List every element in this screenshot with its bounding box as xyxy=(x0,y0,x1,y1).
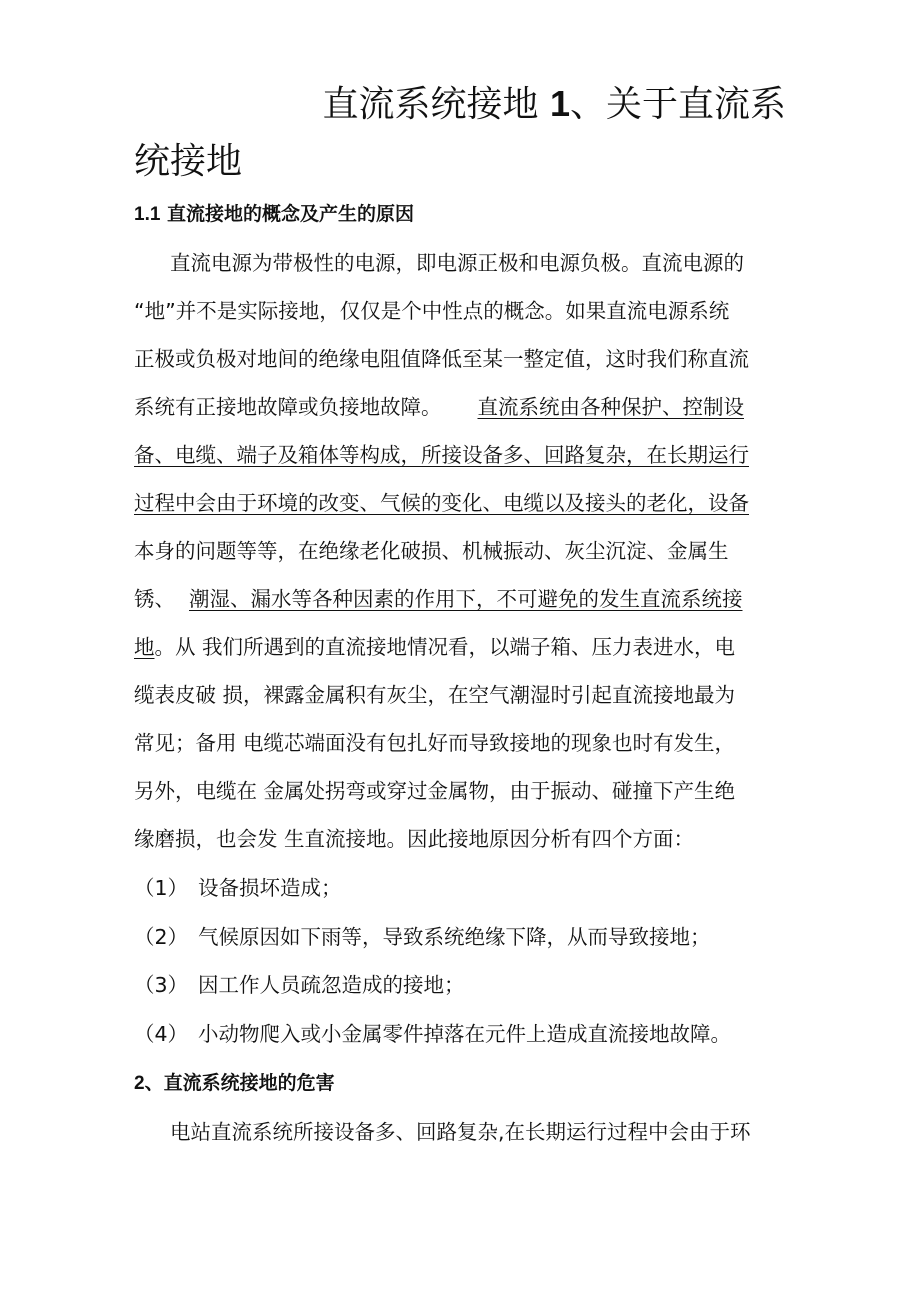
underlined-line: 备、电缆、端子及箱体等构成，所接设备多、回路复杂，在长期运行 xyxy=(134,443,749,467)
list-marker: （4） xyxy=(134,1022,189,1046)
paragraph-line xyxy=(134,392,784,422)
paragraph-line: 缆表皮破 损，裸露金属积有灰尘，在空气潮湿时引起直流接地最为 xyxy=(134,683,736,707)
list-item xyxy=(134,873,342,903)
paragraph-line: 正极或负极对地间的绝缘电阻值降低至某一整定值，这时我们称直流 xyxy=(134,347,749,371)
underlined-text: 潮湿、漏水等各种因素的作用下，不可避免的发生直流系统接 xyxy=(189,587,743,611)
list-marker: （3） xyxy=(134,973,189,997)
title-cjk: 直流系统接地 xyxy=(322,84,539,125)
paragraph-line: 另外，电缆在 金属处拐弯或穿过金属物，由于振动、碰撞下产生绝 xyxy=(134,779,736,803)
document-title xyxy=(0,80,786,129)
list-text: 小动物爬入或小金属零件掉落在元件上造成直流接地故障。 xyxy=(198,1022,731,1046)
list-text: 因工作人员疏忽造成的接地； xyxy=(198,973,465,997)
section-title: 直流接地的概念及产生的原因 xyxy=(167,203,415,225)
section-number: 2 xyxy=(134,1073,145,1094)
paragraph-line: “地”并不是实际接地，仅仅是个中性点的概念。如果直流电源系统 xyxy=(134,299,730,323)
underlined-text: 地 xyxy=(134,635,155,659)
document-title-continued: 统接地 xyxy=(134,141,243,182)
paragraph-line xyxy=(134,584,784,614)
title-rest: 、关于直流系 xyxy=(569,84,786,125)
section-heading-1-1 xyxy=(134,200,414,229)
list-marker: （1） xyxy=(134,876,189,900)
paragraph-line: 本身的问题等等，在绝缘老化破损、机械振动、灰尘沉淀、金属生 xyxy=(134,539,729,563)
section-title: 、直流系统接地的危害 xyxy=(144,1072,335,1094)
list-marker: （2） xyxy=(134,925,189,949)
list-item xyxy=(134,1019,731,1049)
paragraph-line: 缘磨损，也会发 生直流接地。因此接地原因分析有四个方面： xyxy=(134,827,695,851)
section-heading-2 xyxy=(134,1069,335,1098)
list-text: 设备损坏造成； xyxy=(198,876,342,900)
paragraph-line: 电站直流系统所接设备多、回路复杂,在长期运行过程中会由于环 xyxy=(170,1120,751,1144)
text-span: 系统有正接地故障或负接地故障。 xyxy=(134,395,442,419)
title-number: 1 xyxy=(549,83,570,124)
list-item xyxy=(134,922,711,952)
paragraph-line: 直流电源为带极性的电源，即电源正极和电源负极。直流电源的 xyxy=(170,251,744,275)
paragraph-line: 常见；备用 电缆芯端面没有包扎好而导致接地的现象也时有发生， xyxy=(134,731,736,755)
section-number: 1.1 xyxy=(134,204,161,225)
list-item xyxy=(134,970,465,1000)
underlined-text: 直流系统由各种保护、控制设 xyxy=(477,395,744,419)
underlined-line: 过程中会由于环境的改变、气候的变化、电缆以及接头的老化，设备 xyxy=(134,491,749,515)
list-text: 气候原因如下雨等，导致系统绝缘下降，从而导致接地； xyxy=(198,925,711,949)
text-span: 。从 我们所遇到的直流接地情况看，以端子箱、压力表进水，电 xyxy=(154,635,736,659)
text-span: 锈、 xyxy=(134,587,175,611)
paragraph-line xyxy=(134,632,784,662)
